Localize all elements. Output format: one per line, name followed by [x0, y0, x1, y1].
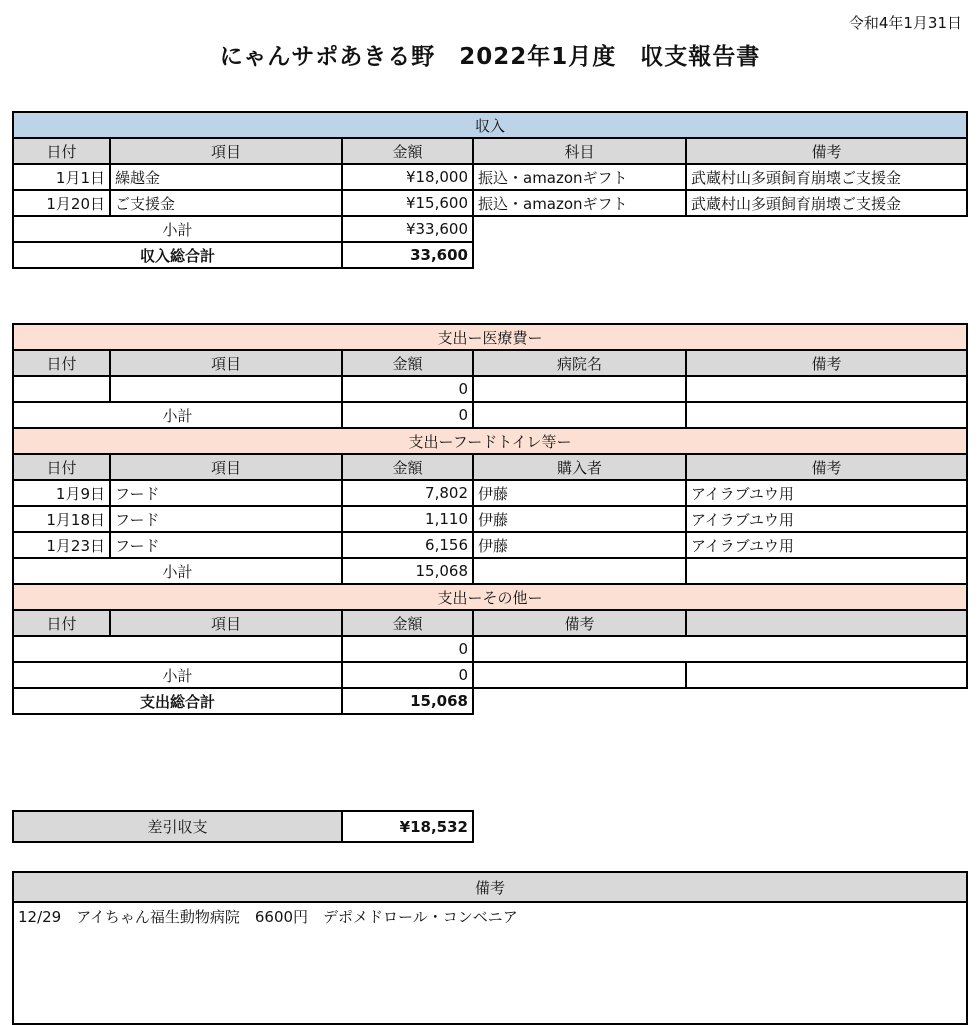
subtotal-label: 小計 — [13, 558, 342, 584]
remarks-header: 備考 — [13, 872, 967, 902]
income-total-value: 33,600 — [342, 242, 473, 268]
item-cell: フード — [110, 532, 342, 558]
column-header: 備考 — [686, 350, 967, 376]
subtotal-row — [13, 558, 967, 584]
column-header: 金額 — [342, 138, 473, 164]
amount-cell: ¥18,000 — [342, 164, 473, 190]
table-row — [13, 190, 967, 216]
remarks-text: 12/29 アイちゃん福生動物病院 6600円 デポメドロール・コンベニア — [13, 902, 967, 1024]
date-cell: 1月20日 — [13, 190, 110, 216]
expense-total-label: 支出総合計 — [13, 688, 342, 714]
balance-label: 差引収支 — [13, 811, 342, 842]
note-cell: アイラブユウ用 — [686, 532, 967, 558]
report-date: 令和4年1月31日 — [848, 14, 962, 32]
date-cell: 1月18日 — [13, 506, 110, 532]
amount-cell: 0 — [342, 636, 473, 662]
subtotal-row — [13, 216, 967, 242]
note-cell: 武蔵村山多頭飼育崩壊ご支援金 — [686, 164, 967, 190]
column-header: 金額 — [342, 350, 473, 376]
note-cell: アイラブユウ用 — [686, 480, 967, 506]
note-cell: 武蔵村山多頭飼育崩壊ご支援金 — [686, 190, 967, 216]
subtotal-row — [13, 662, 967, 688]
item-cell: ご支援金 — [110, 190, 342, 216]
item-cell: フード — [110, 480, 342, 506]
amount-cell: 1,110 — [342, 506, 473, 532]
date-cell: 1月9日 — [13, 480, 110, 506]
column-header: 備考 — [686, 454, 967, 480]
column-header: 日付 — [13, 350, 110, 376]
table-row — [13, 164, 967, 190]
table-row — [13, 480, 967, 506]
amount-cell: 7,802 — [342, 480, 473, 506]
subtotal-value: 0 — [342, 402, 473, 428]
buyer-cell: 伊藤 — [473, 506, 686, 532]
category-cell: 振込・amazonギフト — [473, 164, 686, 190]
buyer-cell: 伊藤 — [473, 532, 686, 558]
column-header: 病院名 — [473, 350, 686, 376]
column-header: 日付 — [13, 454, 110, 480]
column-header: 金額 — [342, 610, 473, 636]
medical-section-header: 支出ー医療費ー — [13, 324, 967, 350]
column-header: 項目 — [110, 138, 342, 164]
income-total-label: 収入総合計 — [13, 242, 342, 268]
income-table — [12, 111, 968, 269]
column-header: 項目 — [110, 350, 342, 376]
column-header: 日付 — [13, 138, 110, 164]
subtotal-value: 15,068 — [342, 558, 473, 584]
expense-total-value: 15,068 — [342, 688, 473, 714]
table-row — [13, 636, 967, 662]
subtotal-label: 小計 — [13, 402, 342, 428]
amount-cell: ¥15,600 — [342, 190, 473, 216]
other-section-header: 支出ーその他ー — [13, 584, 967, 610]
column-header: 日付 — [13, 610, 110, 636]
column-header: 科目 — [473, 138, 686, 164]
remarks-table — [12, 871, 968, 1025]
category-cell: 振込・amazonギフト — [473, 190, 686, 216]
balance-value: ¥18,532 — [342, 811, 473, 842]
column-header: 備考 — [473, 610, 686, 636]
column-header: 金額 — [342, 454, 473, 480]
buyer-cell: 伊藤 — [473, 480, 686, 506]
column-header: 項目 — [110, 454, 342, 480]
column-header: 備考 — [686, 138, 967, 164]
food-section-header: 支出ーフードトイレ等ー — [13, 428, 967, 454]
total-row — [13, 688, 967, 714]
income-section-header: 収入 — [13, 112, 967, 138]
subtotal-value: ¥33,600 — [342, 216, 473, 242]
amount-cell: 0 — [342, 376, 473, 402]
expense-table — [12, 323, 968, 715]
note-cell: アイラブユウ用 — [686, 506, 967, 532]
item-cell: 繰越金 — [110, 164, 342, 190]
date-cell: 1月23日 — [13, 532, 110, 558]
amount-cell: 6,156 — [342, 532, 473, 558]
subtotal-label: 小計 — [13, 216, 342, 242]
table-row — [13, 376, 967, 402]
item-cell: フード — [110, 506, 342, 532]
date-cell: 1月1日 — [13, 164, 110, 190]
subtotal-label: 小計 — [13, 662, 342, 688]
page-title: にゃんサポあきる野 2022年1月度 収支報告書 — [219, 44, 761, 70]
table-row — [13, 532, 967, 558]
total-row — [13, 242, 967, 268]
column-header: 購入者 — [473, 454, 686, 480]
balance-table — [12, 810, 474, 843]
subtotal-value: 0 — [342, 662, 473, 688]
table-row — [13, 506, 967, 532]
subtotal-row — [13, 402, 967, 428]
column-header: 項目 — [110, 610, 342, 636]
